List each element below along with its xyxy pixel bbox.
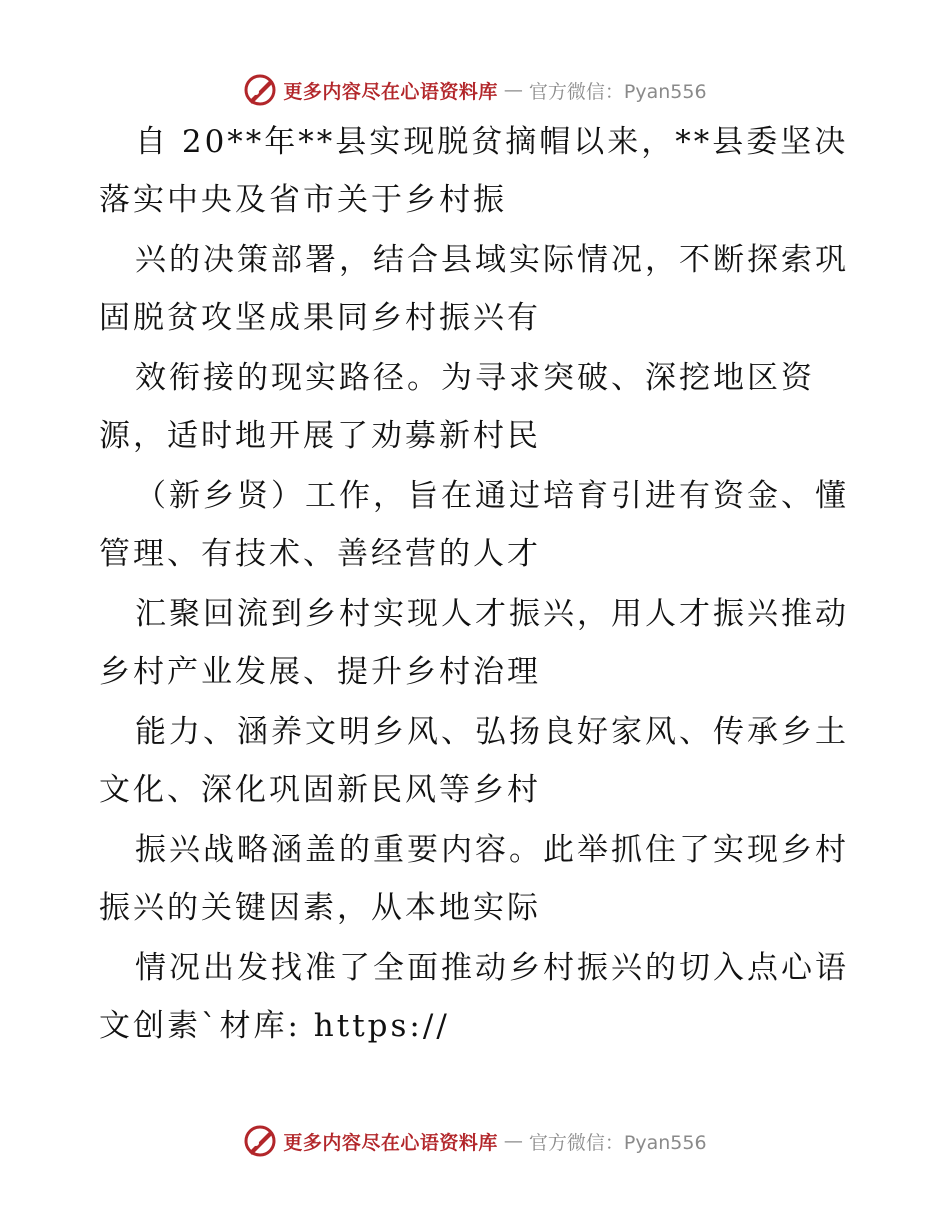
paragraph-8-line-2[interactable]: 文创素`材库: https:// bbox=[99, 1008, 450, 1044]
header-banner bbox=[0, 70, 950, 110]
paragraph-6-line-2: 文化、深化巩固新民风等乡村 bbox=[99, 772, 541, 808]
paragraph-8-line-1: 情况出发找准了全面推动乡村振兴的切入点心语 bbox=[135, 950, 849, 986]
paragraph-2-line-1: 兴的决策部署，结合县域实际情况，不断探索巩 bbox=[135, 242, 849, 278]
footer-dash: — bbox=[503, 1130, 523, 1152]
paragraph-4-line-2: 管理、有技术、善经营的人才 bbox=[99, 536, 541, 572]
paragraph-6-line-1: 能力、涵养文明乡风、弘扬良好家风、传承乡土 bbox=[135, 714, 849, 750]
paragraph-2-line-2: 固脱贫攻坚成果同乡村振兴有 bbox=[99, 300, 541, 336]
paragraph-5-line-1: 汇聚回流到乡村实现人才振兴，用人才振兴推动 bbox=[135, 596, 849, 632]
paragraph-1-line-1: 自 20**年**县实现脱贫摘帽以来，**县委坚决 bbox=[135, 124, 849, 160]
paragraph-4-line-1: （新乡贤）工作，旨在通过培育引进有资金、懂 bbox=[135, 478, 849, 514]
paragraph-3-line-2: 源，适时地开展了劝募新村民 bbox=[99, 418, 541, 454]
paragraph-3-line-1: 效衔接的现实路径。为寻求突破、深挖地区资 bbox=[135, 360, 815, 396]
paragraph-1-line-2: 落实中央及省市关于乡村振 bbox=[99, 182, 507, 218]
footer-banner bbox=[0, 1121, 950, 1161]
footer-wechat-text: 官方微信：Pyan556 bbox=[528, 1131, 707, 1154]
paragraph-5-line-2: 乡村产业发展、提升乡村治理 bbox=[99, 654, 541, 690]
header-brand-text: 更多内容尽在心语资料库 bbox=[283, 80, 498, 103]
paragraph-7-line-1: 振兴战略涵盖的重要内容。此举抓住了实现乡村 bbox=[135, 832, 849, 868]
header-wechat-text: 官方微信：Pyan556 bbox=[528, 80, 707, 103]
header-dash: — bbox=[503, 79, 523, 101]
paragraph-7-line-2: 振兴的关键因素，从本地实际 bbox=[99, 890, 541, 926]
footer-brand-text: 更多内容尽在心语资料库 bbox=[283, 1131, 498, 1154]
quill-pen-logo-icon bbox=[243, 1124, 277, 1158]
quill-pen-logo-icon bbox=[243, 73, 277, 107]
